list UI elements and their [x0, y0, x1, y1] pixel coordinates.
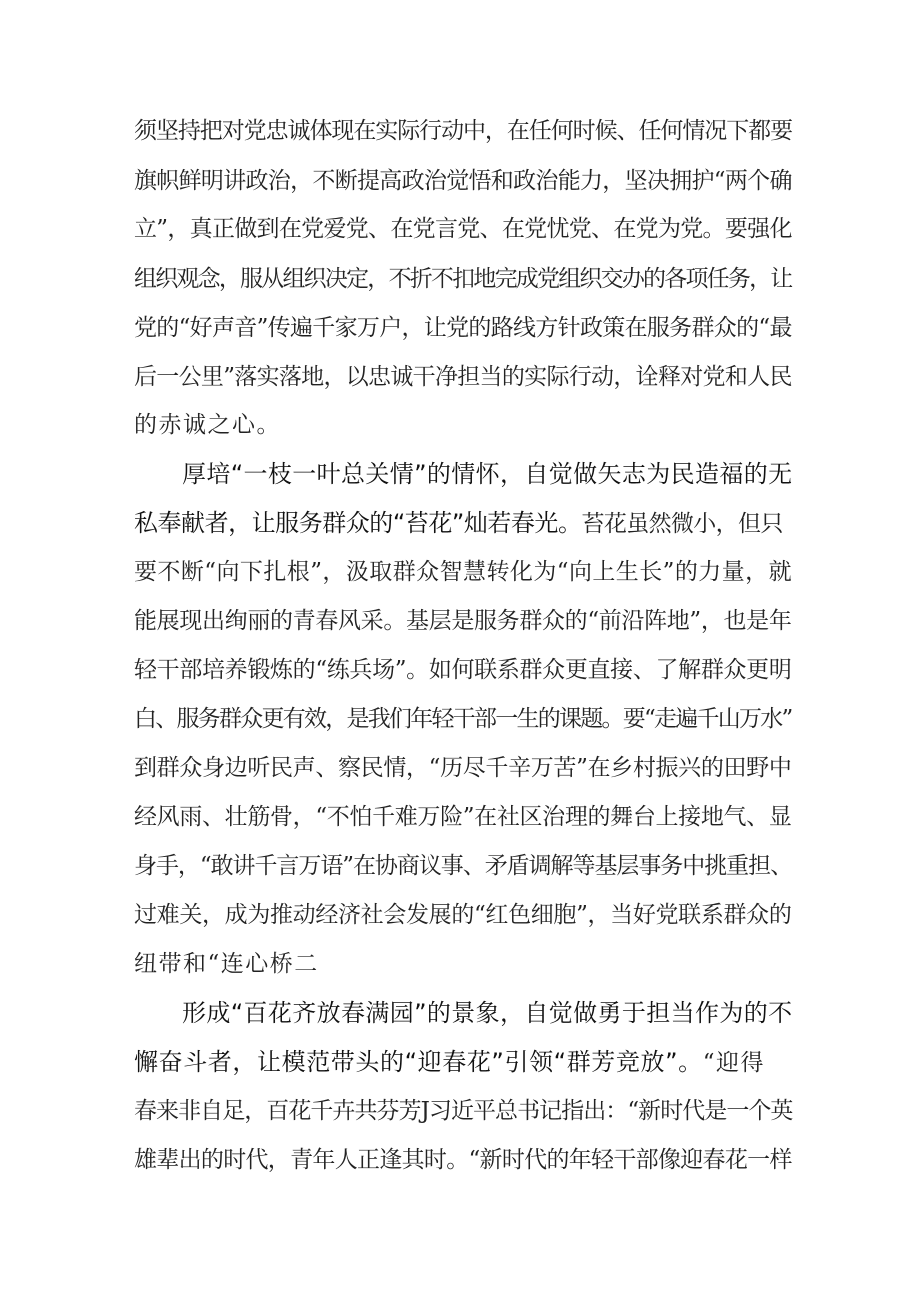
paragraph-3-body-line-3: 雄辈出的时代，青年人正逢其时。“新时代的年轻干部像迎春花一样 [134, 1147, 792, 1173]
paragraph-1-line-2: 旗帜鲜明讲政治，不断提高政治觉悟和政治能力，坚决拥护“两个确 [134, 168, 792, 194]
paragraph-2-body-line-5: 白、服务群众更有效，是我们年轻干部一生的课题。要“走遍千山万水” [134, 706, 792, 732]
paragraph-2-body-line-3: 能展现出绚丽的青春风采。基层是服务群众的“前沿阵地”，也是年 [134, 608, 792, 634]
paragraph-2-body-line-10: 纽带和“连心桥二 [134, 951, 319, 977]
paragraph-2-body-line-4: 轻干部培养锻炼的“练兵场”。如何联系群众更直接、了解群众更明 [134, 657, 792, 683]
paragraph-2-heading-line-2: 私奉献者，让服务群众的“苔花”灿若春光。 [134, 509, 582, 537]
paragraph-3-heading-line-1: 形成“百花齐放春满园”的景象，自觉做勇于担当作为的不 [182, 999, 793, 1027]
paragraph-3-body-line-1: “迎得 [702, 1050, 765, 1076]
paragraph-2-line-2 [134, 508, 783, 539]
paragraph-1-line-5: 党的“好声音”传遍千家万户，让党的路线方针政策在服务群众的“最 [134, 315, 792, 341]
paragraph-1-line-1: 须坚持把对党忠诚体现在实际行动中，在任何时候、任何情况下都要 [134, 118, 792, 144]
paragraph-1-line-4: 组织观念，服从组织决定，不折不扣地完成党组织交办的各项任务，让 [134, 266, 792, 292]
paragraph-3-heading-line-2: 懈奋斗者，让模范带头的“迎春花”引领“群芳竞放”。 [134, 1048, 703, 1076]
paragraph-1-line-3: 立”，真正做到在党爱党、在党言党、在党忧党、在党为党。要强化 [134, 216, 792, 242]
paragraph-2-body-line-7: 经风雨、壮筋骨，“不怕千难万险”在社区治理的舞台上接地气、显 [134, 804, 792, 830]
paragraph-1-line-6: 后一公里”落实落地，以忠诚干净担当的实际行动，诠释对党和人民 [134, 364, 792, 390]
paragraph-2-heading-line-1: 厚培“一枝一叶总关情”的情怀，自觉做矢志为民造福的无 [182, 460, 793, 488]
paragraph-3-line-2 [134, 1047, 765, 1078]
paragraph-1-line-7: 的赤诚之心。 [134, 412, 281, 438]
paragraph-2-body-line-9: 过难关，成为推动经济社会发展的“红色细胞”，当好党联系群众的 [134, 902, 792, 928]
paragraph-2-body-line-8: 身手，“敢讲千言万语”在协商议事、矛盾调解等基层事务中挑重担、 [134, 853, 793, 879]
paragraph-3-body-line-2: 春来非自足，百花千卉共芬芳J习近平总书记指出：“新时代是一个英 [134, 1098, 793, 1124]
paragraph-2-body-line-2: 要不断“向下扎根”，汲取群众智慧转化为“向上生长”的力量，就 [134, 559, 793, 585]
paragraph-2-body-line-6: 到群众身边听民声、察民情，“历尽千辛万苦”在乡村振兴的田野中 [134, 755, 792, 781]
paragraph-2-body-line-1: 苔花虽然微小，但只 [581, 511, 783, 537]
